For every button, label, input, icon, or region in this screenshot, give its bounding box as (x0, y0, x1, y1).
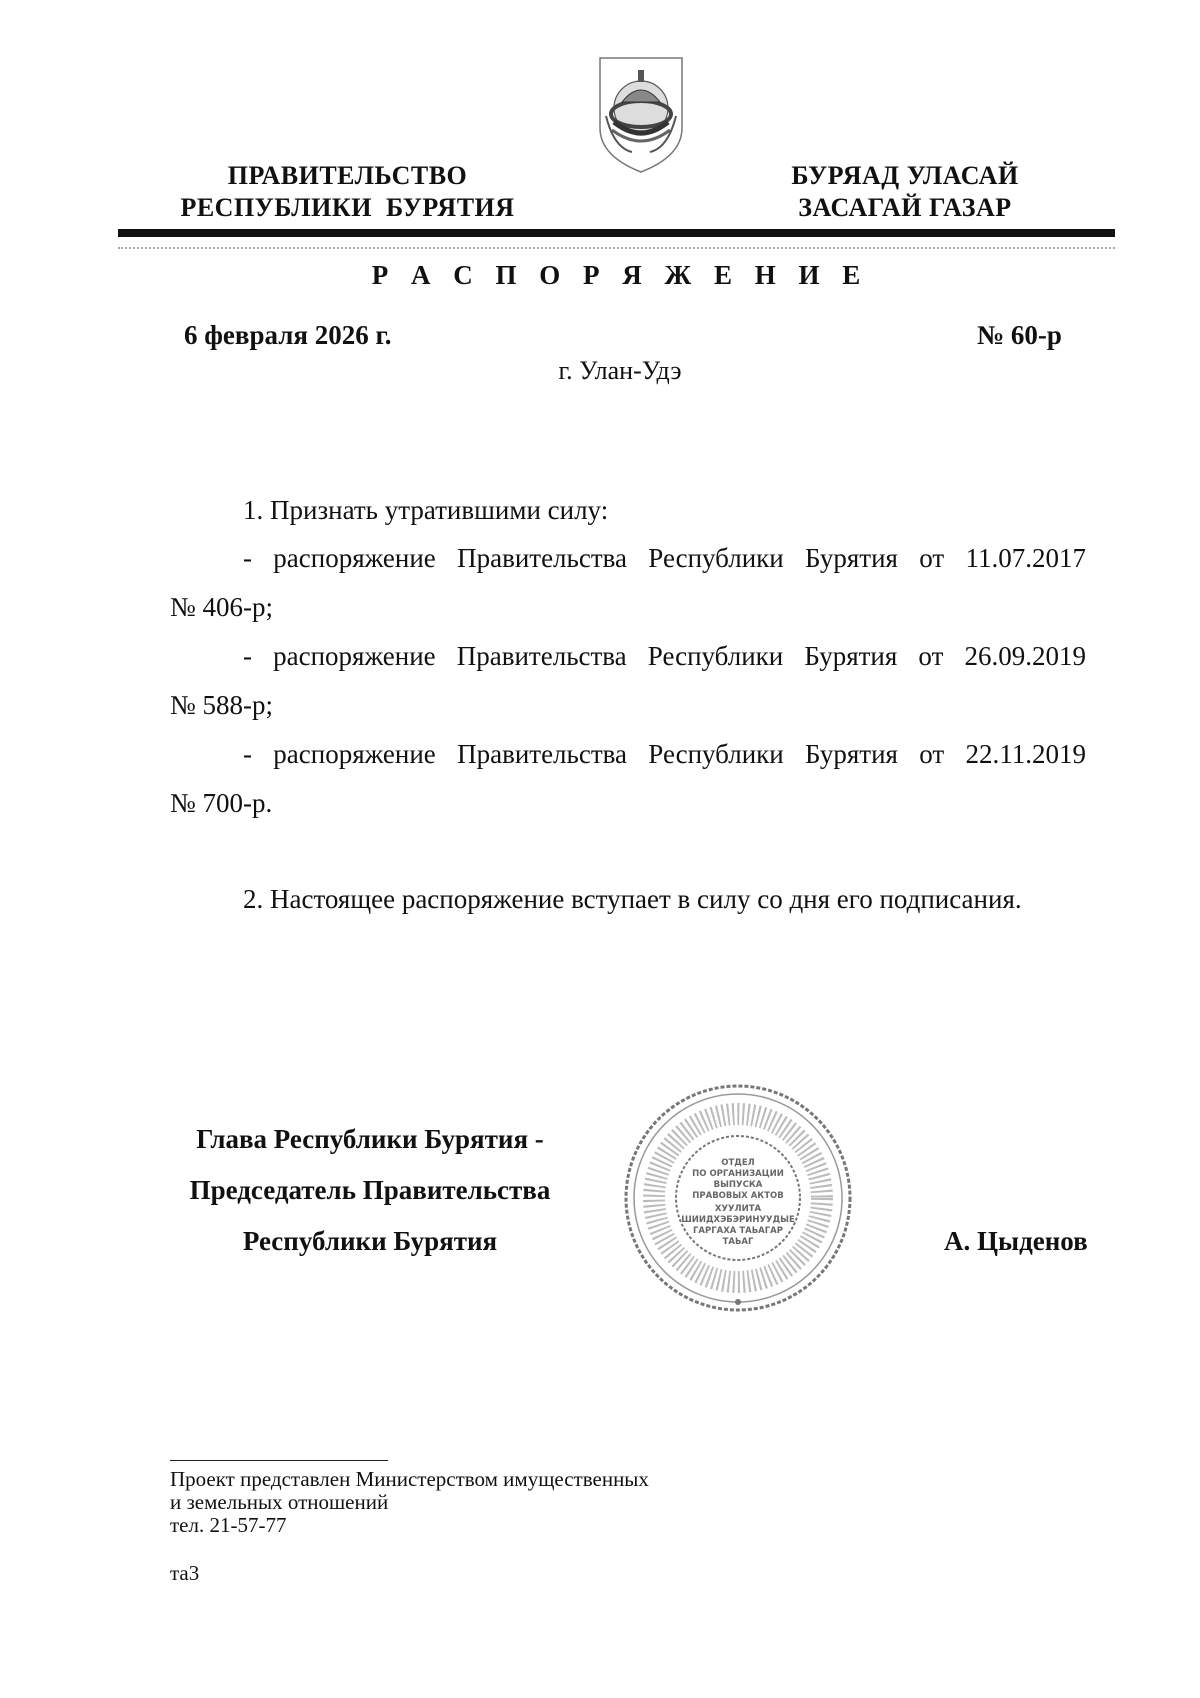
stamp-line-2: ПО ОРГАНИЗАЦИИ (692, 1169, 784, 1179)
footer-phone: тел. 21-57-77 (170, 1513, 287, 1537)
signatory-title-line3: Республики Бурятия (242, 1226, 498, 1256)
repeal-item-1-line1: - распоряжение Правительства Республики Бурятия от 11.07.2017 (243, 543, 1086, 573)
repeal-item-2-line1: - распоряжение Правительства Республики Бурятия от 26.09.2019 (243, 641, 1086, 671)
document-date: 6 февраля 2026 г. (184, 320, 392, 350)
stamp-line-8: ТАЬАГ (722, 1237, 754, 1247)
header-divider-thick (118, 229, 1115, 237)
signatory-title-line2: Председатель Правительства (189, 1175, 551, 1205)
stamp-line-4: ПРАВОВЫХ АКТОВ (692, 1191, 784, 1201)
org-name-buryat-line2: ЗАСАГАЙ ГАЗАР (798, 193, 1012, 222)
coat-of-arms-icon (592, 52, 690, 176)
document-number: № 60-р (977, 320, 1062, 350)
stamp-line-6: ШИИДХЭБЭРИНУУДЫЕ (681, 1215, 795, 1225)
signatory-name: А. Цыденов (944, 1226, 1088, 1256)
footer-code: та3 (170, 1561, 200, 1585)
item2-text: 2. Настоящее распоряжение вступает в силу со дня его подписания. (243, 884, 1022, 914)
repeal-item-2-line2: № 588-р; (170, 690, 274, 720)
round-seal-icon (622, 1082, 854, 1314)
org-name-russian (160, 160, 535, 224)
footer-project-line2: и земельных отношений (170, 1490, 389, 1514)
signatory-title-line1: Глава Республики Бурятия - (196, 1124, 544, 1154)
footer-project-line1: Проект представлен Министерством имущественных (170, 1467, 649, 1491)
document-type: Р А С П О Р Я Ж Е Н И Е (371, 260, 869, 290)
stamp-line-1: ОТДЕЛ (721, 1158, 755, 1168)
stamp-line-7: ГАРГАХА ТАЬАГАР (693, 1226, 783, 1236)
repeal-item-3-line1: - распоряжение Правительства Республики Бурятия от 22.11.2019 (243, 739, 1086, 769)
footer-divider (170, 1460, 388, 1461)
org-name-buryat-line1: БУРЯАД УЛАСАЙ (791, 161, 1019, 190)
org-name-russian-line1: ПРАВИТЕЛЬСТВО (227, 161, 468, 190)
header-divider-dotted (118, 247, 1115, 249)
repeal-item-1-line2: № 406-р; (170, 592, 274, 622)
stamp-line-3: ВЫПУСКА (713, 1180, 763, 1190)
repeal-item-3-line2: № 700-р. (170, 788, 273, 818)
org-name-russian-line2: РЕСПУБЛИКИ БУРЯТИЯ (180, 193, 515, 222)
document-city: г. Улан-Удэ (558, 356, 682, 385)
org-name-buryat (755, 160, 1055, 224)
item1-intro: 1. Признать утратившими силу: (243, 495, 609, 525)
stamp-line-5: ХУУЛИТА (714, 1204, 762, 1214)
